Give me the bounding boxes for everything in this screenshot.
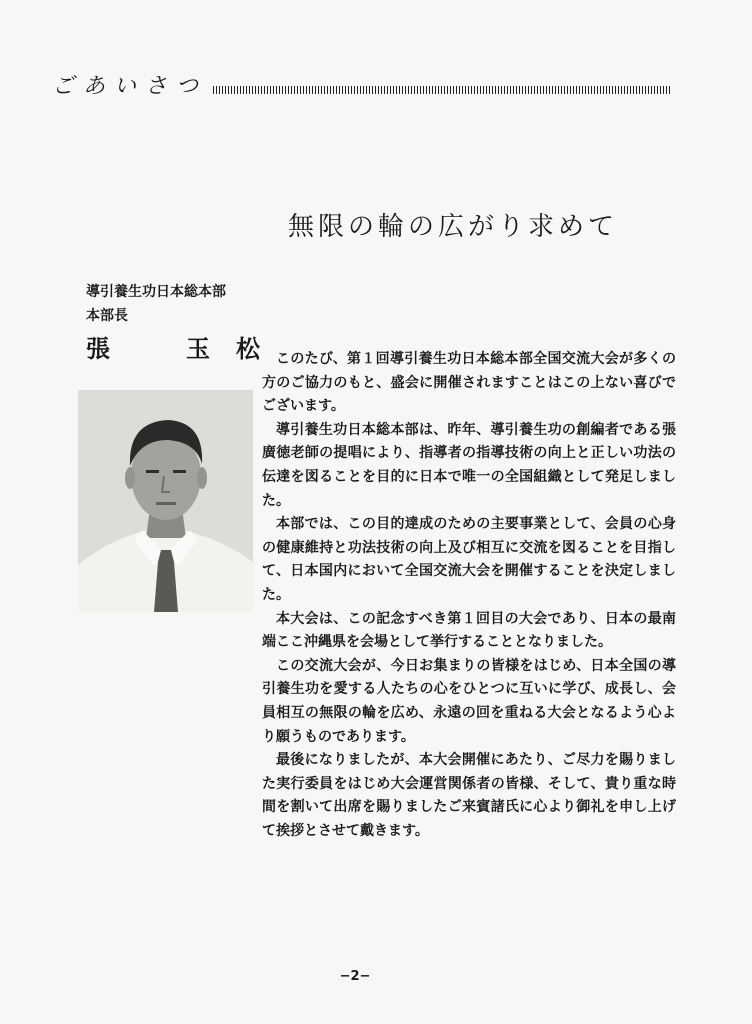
body-paragraph: このたび、第１回導引養生功日本総本部全国交流大会が多くの方のご協力のもと、盛会に開催されますことはこの上ない喜びでございます。 [262,351,676,415]
author-organization: 導引養生功日本総本部 [86,284,226,300]
dotted-rule [213,86,672,94]
section-title: ごあいさつ [52,74,208,99]
author-block [86,281,286,364]
page-number: −2− [339,969,371,984]
author-name: 張 玉松 [86,334,286,363]
body-paragraph: 導引養生功日本総本部は、昨年、導引養生功の創編者である張廣徳老師の提唱により、指導者の指導技術の向上と正しい功法の伝達を図ることを目的に日本で唯一の全国組織として発足しました。 [262,421,676,509]
body-paragraph: この交流大会が、今日お集まりの皆様をはじめ、日本全国の導引養生功を愛する人たちの心をひとつに互いに学び、成長し、会員相互の無限の輪を広め、永遠の回を重ねる大会となるよう心より願うものであります。 [262,657,676,745]
author-photo [78,390,253,612]
author-position: 本部長 [86,308,128,324]
page-title: 無限の輪の広がり求めて [288,212,619,242]
body-paragraph: 最後になりましたが、本大会開催にあたり、ご尽力を賜りました実行委員をはじめ大会運営関係者の皆様、そして、貴り重な時間を割いて出席を賜りましたご来賓諸氏に心より御礼を申し上げて挨拶とさせて戴きます。 [262,752,676,839]
body-paragraph: 本部では、この目的達成のための主要事業として、会員の心身の健康維持と功法技術の向上及び相互に交流を図ることを目指して、日本国内において全国交流大会を開催することを決定しました。 [262,516,676,603]
section-header [52,66,672,100]
body-paragraph: 本大会は、この記念すべき第１回目の大会であり、日本の最南端ここ沖縄県を会場として挙行することとなりました。 [262,610,676,651]
greeting-body [262,348,676,843]
portrait-image [78,390,253,612]
